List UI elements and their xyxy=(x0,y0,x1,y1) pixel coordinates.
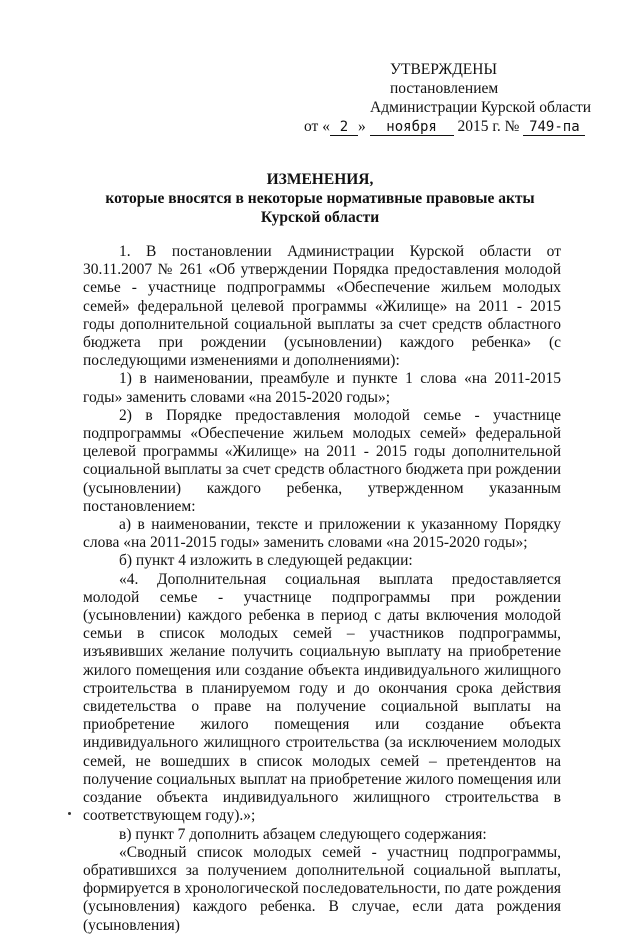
scan-mark xyxy=(68,812,71,815)
paragraph-7: в) пункт 7 дополнить абзацем следующего содержания: xyxy=(119,825,487,843)
paragraph-1: 1. В постановлении Администрации Курской области от 30.11.2007 № 261 «Об утверждении Порядка предоставления молодой семье - участнице подпрограммы «Обеспечение жильем молодых семей» федеральной целевой программы «Жилище» на 2011 - 2015 годы дополнительной социальной выплаты за счет средств областного бюджета при рождении (усыновлении) каждого ребенка» (с последующими изменениями и дополнениями): xyxy=(83,243,561,370)
date-year: 2015 г. № xyxy=(457,118,520,135)
approval-by-resolution: постановлением xyxy=(390,80,499,97)
approval-heading: УТВЕРЖДЕНЫ xyxy=(390,61,497,78)
title-line-2: которые вносятся в некоторые нормативные правовые акты xyxy=(105,190,535,207)
paragraph-3: 2) в Порядке предоставления молодой семье - участнице подпрограммы «Обеспечение жильем молодых семей» федеральной целевой программы «Жилище» на 2011 - 2015 годы дополнительной социальной выплаты за счет средств областного бюджета при рождении (усыновлении) каждого ребенка, утвержденном указанным постановлением: xyxy=(83,406,561,515)
title-line-3: Курской области xyxy=(260,209,380,226)
date-month: ноября xyxy=(370,119,454,136)
paragraph-5: б) пункт 4 изложить в следующей редакции: xyxy=(119,552,413,570)
date-day: 2 xyxy=(330,119,358,136)
approval-date-line xyxy=(304,117,594,136)
date-prefix: от « xyxy=(304,118,330,135)
paragraph-8: «Сводный список молодых семей - участниц подпрограммы, обратившихся за получением дополнительной социальной выплаты, формируется в хронологической последовательности, по дате рождения (усыновления) каждого ребенка. В случае, если дата рождения (усыновления) xyxy=(83,843,561,934)
document-body xyxy=(83,243,561,935)
resolution-number: 749-па xyxy=(523,119,585,136)
approval-authority: Администрации Курской области xyxy=(370,99,592,116)
approval-block xyxy=(304,60,594,136)
paragraph-2: 1) в наименовании, преамбуле и пункте 1 слова «на 2011-2015 годы» заменить словами «на 2015-2020 годы»; xyxy=(83,370,561,406)
document-title xyxy=(0,170,640,227)
date-mid: » xyxy=(357,118,366,135)
title-line-1: ИЗМЕНЕНИЯ, xyxy=(266,171,374,188)
paragraph-4: а) в наименовании, тексте и приложении к указанному Порядку слова «на 2011-2015 годы» заменить словами «на 2015-2020 годы»; xyxy=(83,516,561,552)
paragraph-6: «4. Дополнительная социальная выплата предоставляется молодой семье - участнице подпрограммы при рождении (усыновлении) каждого ребенка в период с даты включения молодой семьи в список молодых семей – участников подпрограммы, изъявивших желание получить социальную выплату на приобретение жилого помещения или создание объекта индивидуального жилищного строительства в планируемом году и до окончания срока действия свидетельства о праве на получение социальной выплаты на приобретение жилого помещения или создание объекта индивидуального жилищного строительства (за исключением молодых семей, не вошедших в список молодых семей – претендентов на получение социальных выплат на приобретение жилого помещения или создание объекта индивидуального жилищного строительства в соответствующем году).»; xyxy=(83,570,561,825)
